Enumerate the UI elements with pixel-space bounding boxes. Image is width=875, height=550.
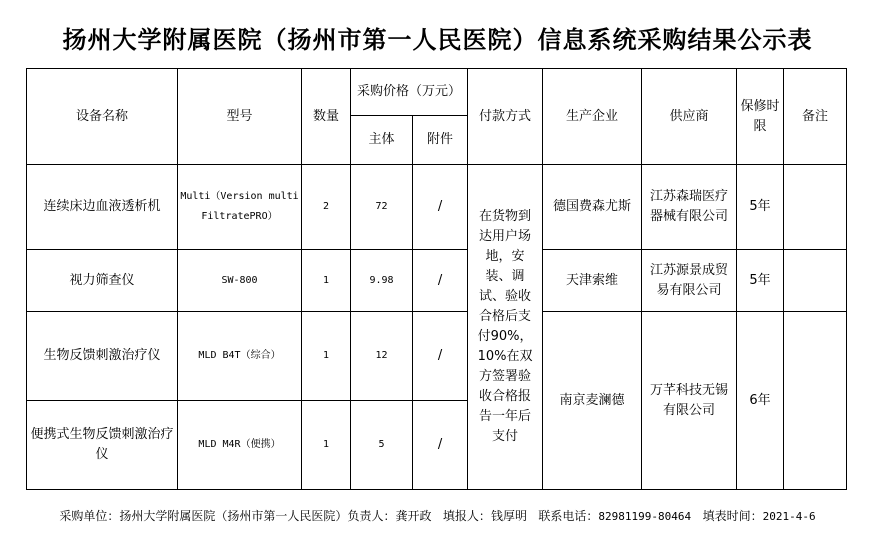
footer-date-label: 填表时间：	[702, 509, 763, 523]
footer-person: 龚开政	[395, 509, 432, 523]
footer-phone-label: 联系电话：	[538, 509, 599, 523]
footer-info	[0, 507, 875, 524]
table-row	[27, 312, 847, 401]
cell-supplier: 江苏源景成贸易有限公司	[642, 250, 737, 312]
cell-quantity: 1	[302, 250, 351, 312]
footer-unit: 扬州大学附属医院（扬州市第一人民医院）	[119, 509, 348, 523]
cell-remarks	[784, 165, 847, 250]
header-quantity: 数量	[302, 69, 351, 165]
header-payment: 付款方式	[468, 69, 543, 165]
footer-date: 2021-4-6	[762, 510, 816, 523]
cell-price-main: 72	[351, 165, 413, 250]
footer-person-label: 负责人：	[347, 509, 396, 523]
cell-quantity: 1	[302, 312, 351, 401]
cell-warranty: 5年	[737, 250, 784, 312]
cell-price-attach: /	[413, 401, 468, 490]
header-price: 采购价格（万元）	[351, 69, 468, 116]
cell-remarks	[784, 250, 847, 312]
cell-manufacturer: 德国费森尤斯	[543, 165, 642, 250]
cell-manufacturer: 南京麦澜德	[543, 312, 642, 490]
cell-quantity: 2	[302, 165, 351, 250]
header-model: 型号	[178, 69, 302, 165]
cell-device-name: 视力筛查仪	[27, 250, 178, 312]
cell-device-name: 便携式生物反馈刺激治疗仪	[27, 401, 178, 490]
cell-price-main: 5	[351, 401, 413, 490]
table-row	[27, 165, 847, 250]
cell-payment-terms: 在货物到达用户场地，安装、调试、验收合格后支付90%，10%在双方签署验收合格报告一年后支付	[468, 165, 543, 490]
cell-model: SW-800	[178, 250, 302, 312]
header-manufacturer: 生产企业	[543, 69, 642, 165]
page-title: 扬州大学附属医院（扬州市第一人民医院）信息系统采购结果公示表	[62, 26, 813, 54]
table-row	[27, 250, 847, 312]
cell-warranty: 6年	[737, 312, 784, 490]
cell-device-name: 生物反馈刺激治疗仪	[27, 312, 178, 401]
cell-remarks	[784, 312, 847, 490]
header-row	[27, 69, 847, 116]
header-price-attach: 附件	[413, 116, 468, 165]
cell-manufacturer: 天津索维	[543, 250, 642, 312]
header-price-main: 主体	[351, 116, 413, 165]
footer-unit-label: 采购单位：	[59, 509, 120, 523]
cell-price-main: 12	[351, 312, 413, 401]
cell-price-main: 9.98	[351, 250, 413, 312]
header-remarks: 备注	[784, 69, 847, 165]
footer-filler: 钱厚明	[490, 509, 527, 523]
header-device-name: 设备名称	[27, 69, 178, 165]
cell-quantity: 1	[302, 401, 351, 490]
cell-price-attach: /	[413, 165, 468, 250]
cell-price-attach: /	[413, 250, 468, 312]
cell-model: MLD M4R（便携）	[178, 401, 302, 490]
header-warranty: 保修时限	[737, 69, 784, 165]
cell-model: Multi（Version multiFiltratePRO）	[178, 165, 302, 250]
footer-phone: 82981199-80464	[598, 510, 692, 523]
cell-device-name: 连续床边血液透析机	[27, 165, 178, 250]
footer-filler-label: 填报人：	[442, 509, 491, 523]
cell-supplier: 万芊科技无锡有限公司	[642, 312, 737, 490]
header-supplier: 供应商	[642, 69, 737, 165]
procurement-table	[26, 68, 847, 490]
cell-model: MLD B4T（综合）	[178, 312, 302, 401]
cell-warranty: 5年	[737, 165, 784, 250]
cell-supplier: 江苏森瑞医疗器械有限公司	[642, 165, 737, 250]
cell-price-attach: /	[413, 312, 468, 401]
